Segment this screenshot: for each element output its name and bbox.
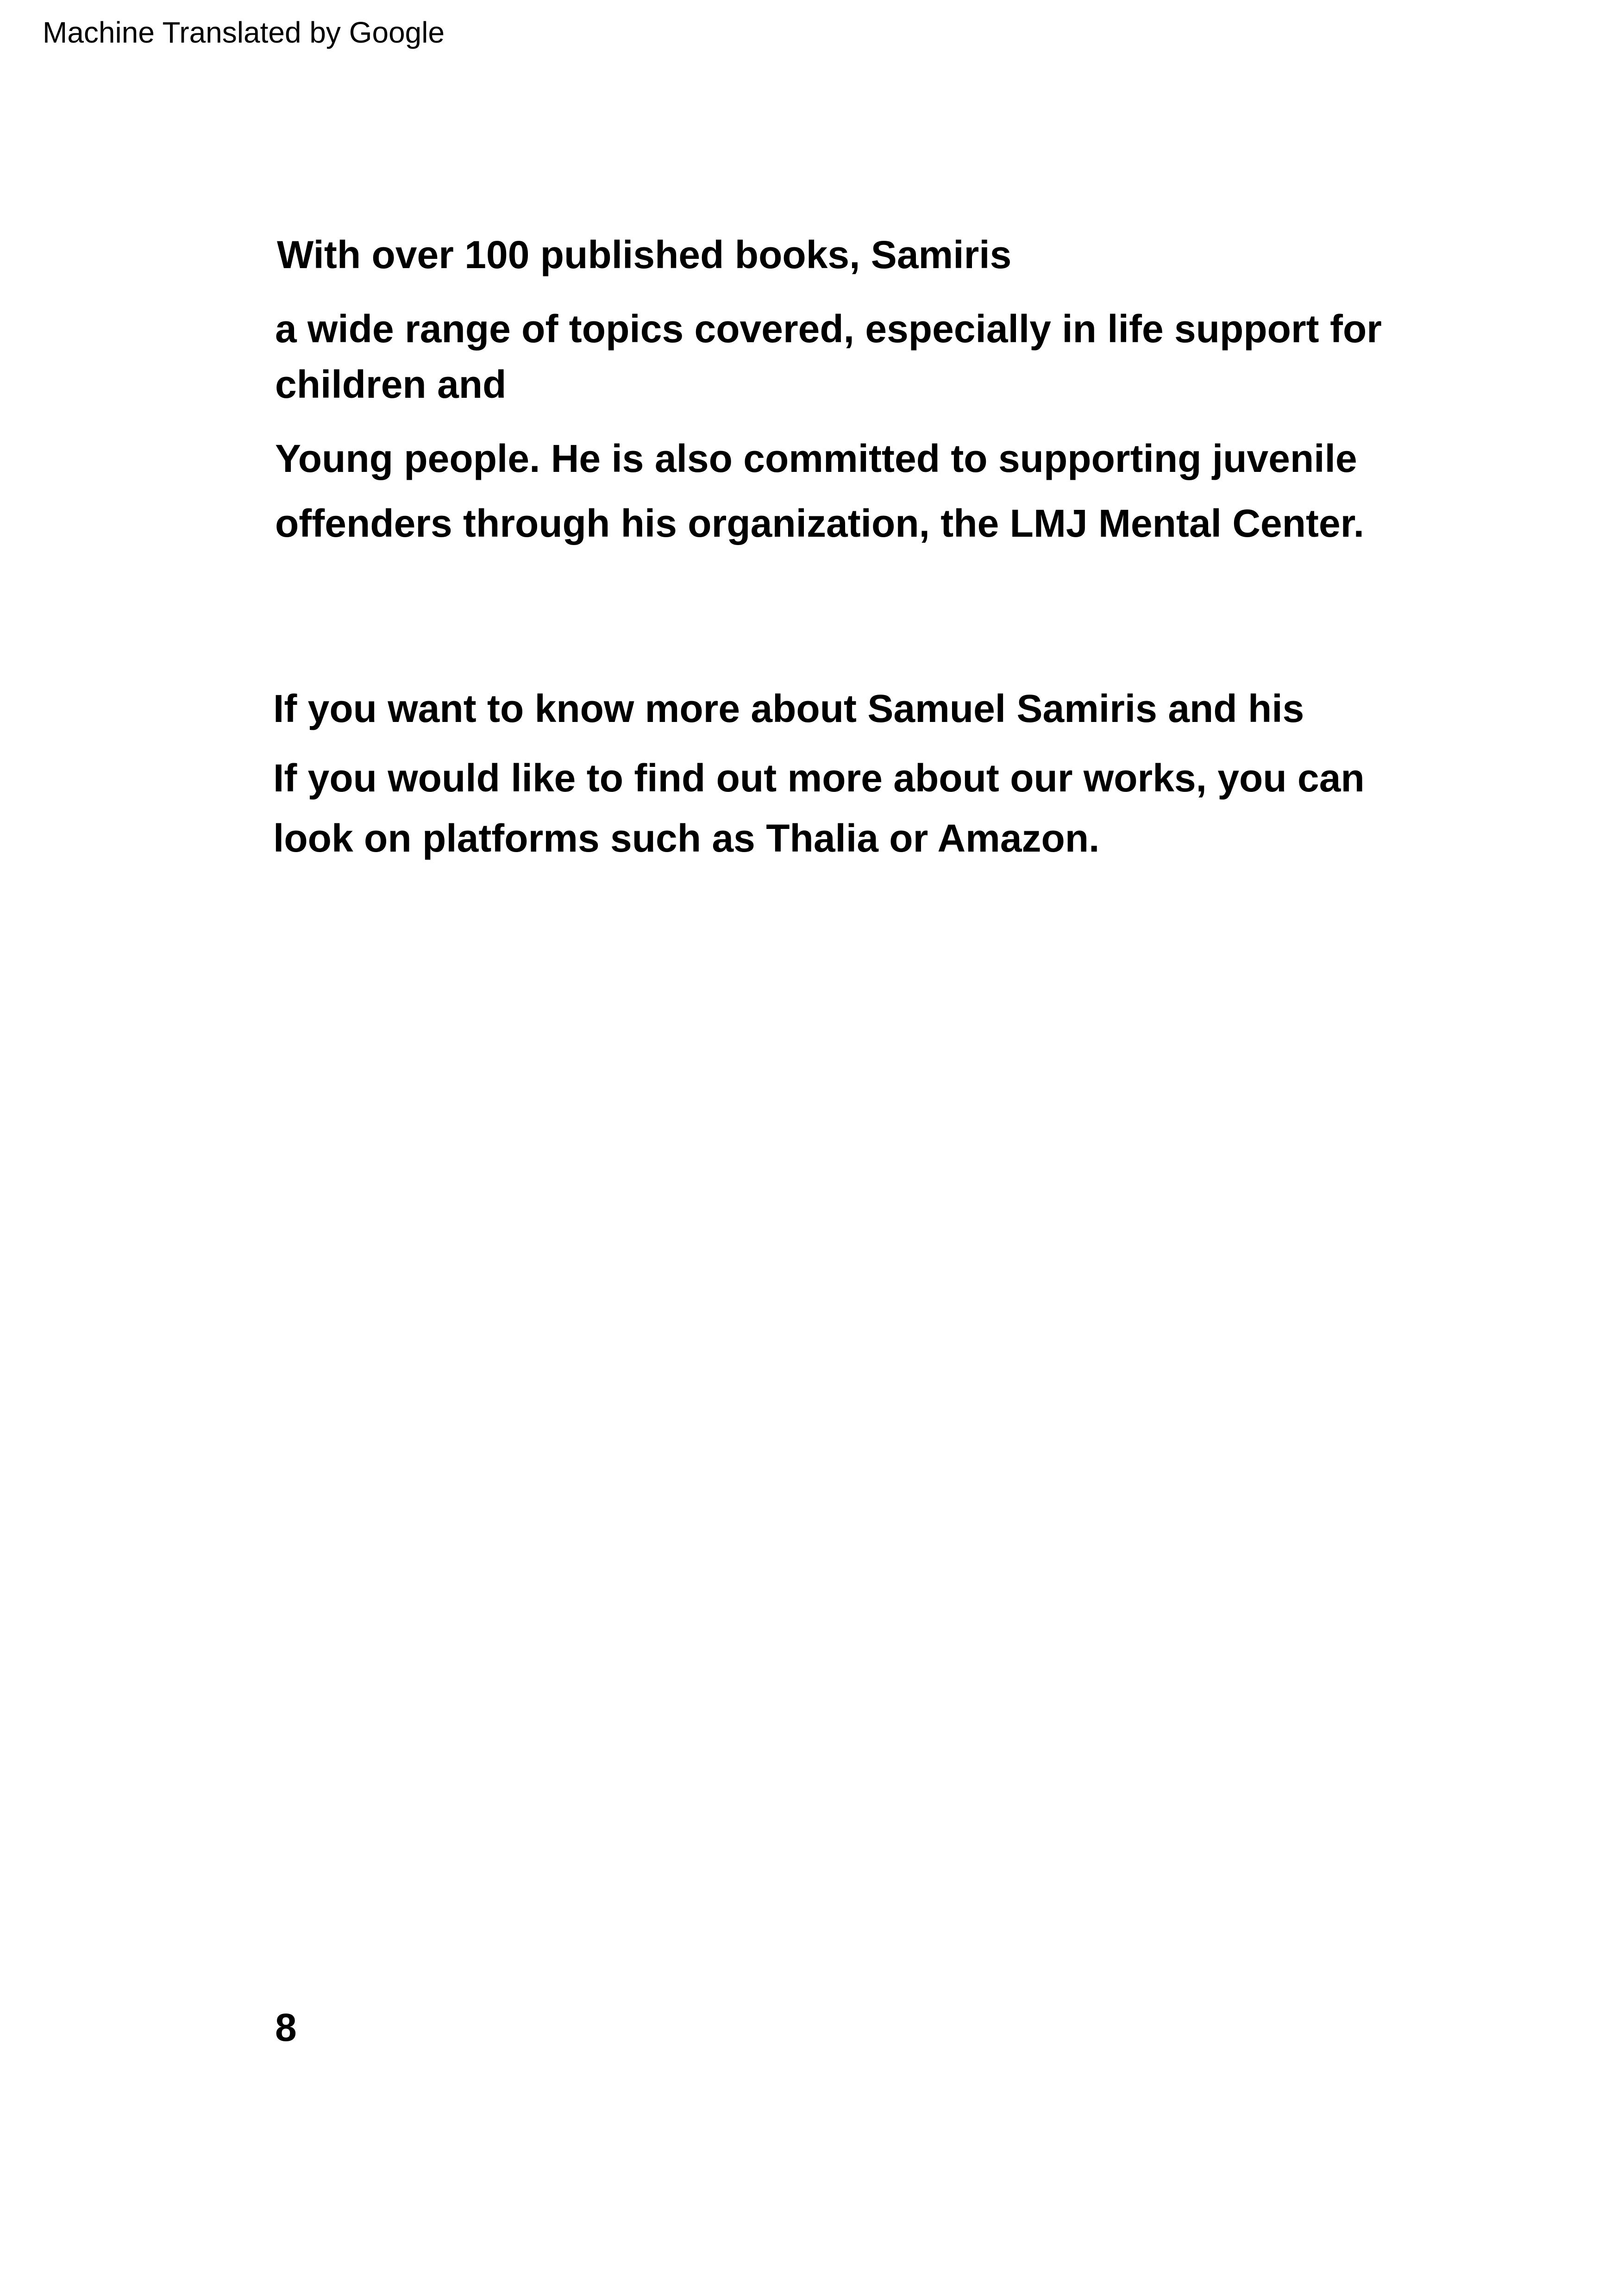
- paragraph-line: If you would like to find out more about our works, you can: [273, 756, 1365, 800]
- paragraph-line: look on platforms such as Thalia or Amazon.: [273, 816, 1100, 860]
- paragraph-line: If you want to know more about Samuel Samiris and his: [273, 687, 1304, 730]
- paragraph-line: offenders through his organization, the LMJ Mental Center.: [275, 502, 1365, 545]
- machine-translation-banner: Machine Translated by Google: [43, 16, 445, 49]
- paragraph-line: Young people. He is also committed to supporting juvenile: [275, 437, 1357, 480]
- page-number: 8: [275, 2006, 297, 2049]
- paragraph-line: children and: [275, 363, 507, 406]
- paragraph-line: With over 100 published books, Samiris: [277, 233, 1012, 276]
- paragraph-line: a wide range of topics covered, especially in life support for: [275, 307, 1382, 351]
